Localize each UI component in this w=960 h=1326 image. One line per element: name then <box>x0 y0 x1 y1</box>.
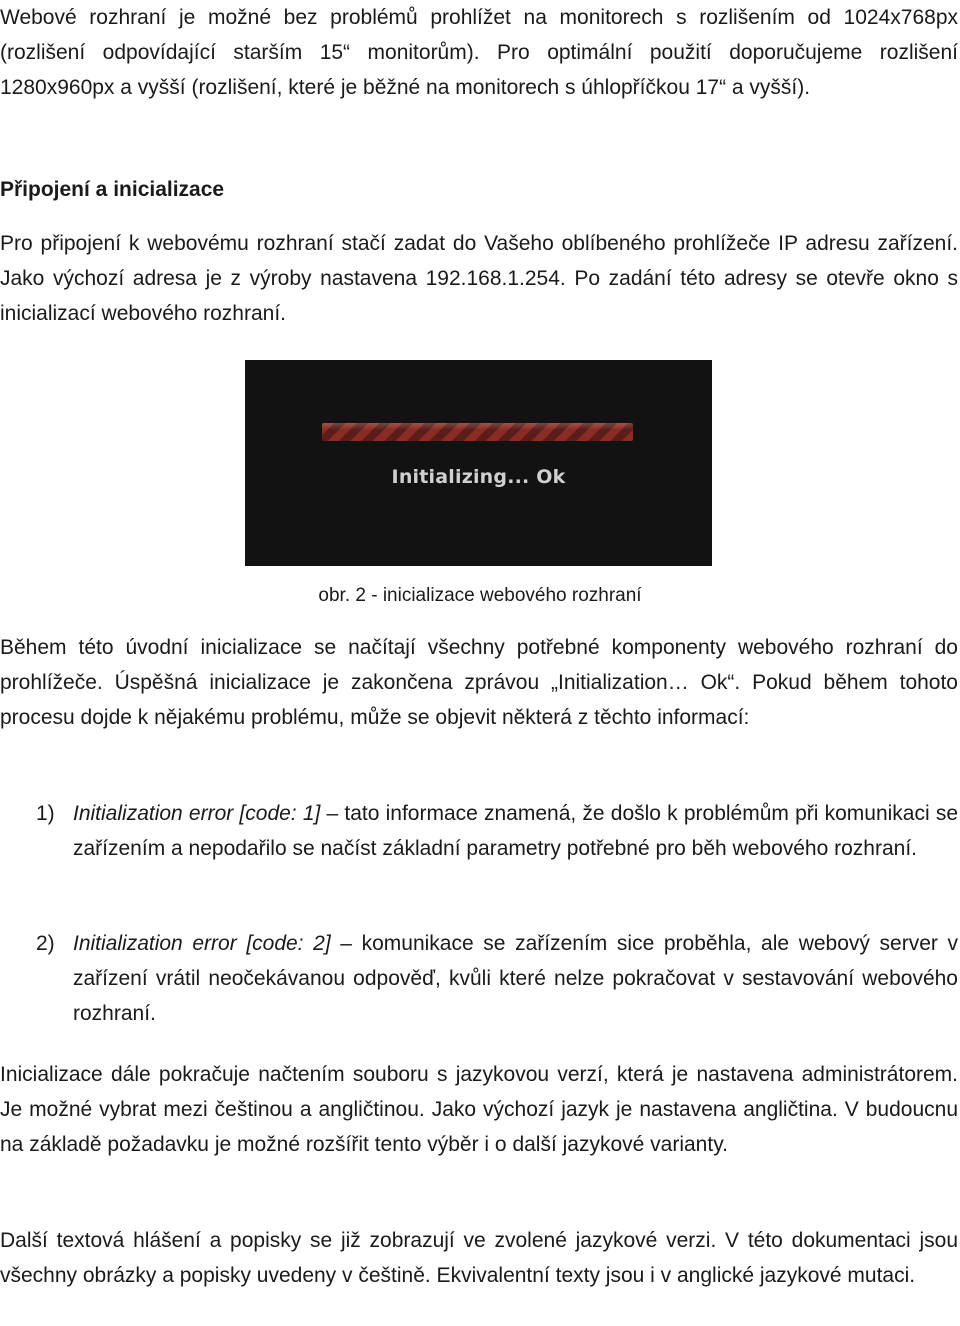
error-code: Initialization error [code: 1] <box>73 802 321 825</box>
language-paragraph: Inicializace dále pokračuje načtením souboru s jazykovou verzí, která je nastavena administrátorem. Je možné vybrat mezi češtinou a angličtinou. Jako výchozí jazyk je nastavena angličtina. V budoucnu na základě požadavku je možné rozšířit tento výběr i o další jazykové varianty. <box>0 1063 958 1156</box>
intro-paragraph: Webové rozhraní je možné bez problémů prohlížet na monitorech s rozlišením od 1024x768px (rozlišení odpovídající starším 15“ monitorům). Pro optimální použití doporučujeme rozlišení 1280x960px a vyšší (rozlišení, které je běžné na monitorech s úhlopříčkou 17“ a vyšší). <box>0 6 958 99</box>
closing-paragraph: Další textová hlášení a popisky se již zobrazují ve zvolené jazykové verzi. V této dokumentaci jsou všechny obrázky a popisky uvedeny v češtině. Ekvivalentní texty jsou i v anglické jazykové mutaci. <box>0 1229 958 1287</box>
list-item-body <box>73 796 958 866</box>
initialization-paragraph: Během této úvodní inicializace se načítají všechny potřebné komponenty webového rozhraní do prohlížeče. Úspěšná inicializace je zakončena zprávou „Initialization… Ok“. Pokud během tohoto procesu dojde k nějakému problému, může se objevit některá z těchto informací: <box>0 636 958 729</box>
list-item-body <box>73 926 958 1031</box>
initialization-screenshot <box>245 360 712 566</box>
progress-bar <box>322 423 633 441</box>
list-number: 2) <box>36 932 55 955</box>
list-number: 1) <box>36 802 55 825</box>
initializing-status-text: Initializing... Ok <box>391 466 566 488</box>
error-code: Initialization error [code: 2] <box>73 932 331 955</box>
section-heading: Připojení a inicializace <box>0 178 225 201</box>
connection-paragraph: Pro připojení k webovému rozhraní stačí zadat do Vašeho oblíbeného prohlížeče IP adresu zařízení. Jako výchozí adresa je z výroby nastavena 192.168.1.254. Po zadání této adresy se otevře okno s inicializací webového rozhraní. <box>0 232 958 325</box>
error-description: – tato informace znamená, že došlo k problémům při komunikaci se zařízením a nepodařilo se načíst základní parametry potřebné pro běh webového rozhraní. <box>73 802 958 860</box>
error-description: – komunikace se zařízením sice proběhla, ale webový server v zařízení vrátil neočekávanou odpověď, kvůli které nelze pokračovat v sestavování webového rozhraní. <box>73 932 959 1025</box>
figure-caption: obr. 2 - inicializace webového rozhraní <box>318 585 642 606</box>
progress-bar-fill <box>322 423 633 441</box>
